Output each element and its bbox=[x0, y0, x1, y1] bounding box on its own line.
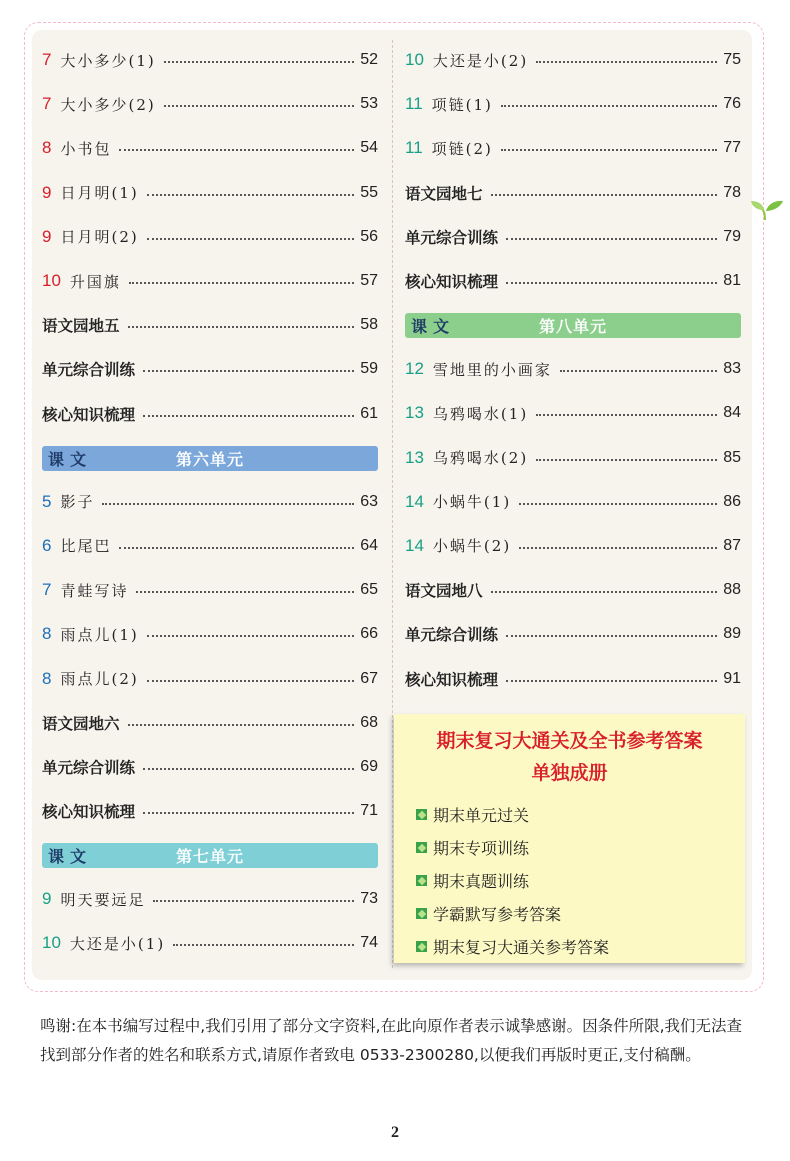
dot-leader bbox=[128, 326, 355, 328]
entry-page-number: 87 bbox=[723, 536, 741, 554]
dot-leader bbox=[506, 635, 717, 637]
unit-header-title: 第七单元 bbox=[176, 847, 245, 867]
toc-entry[interactable] bbox=[405, 524, 741, 568]
dot-leader bbox=[560, 370, 717, 372]
toc-entry[interactable] bbox=[42, 259, 378, 303]
entry-title: 大小多少(2) bbox=[60, 95, 156, 114]
entry-title: 雨点儿(1) bbox=[60, 625, 139, 644]
appendix-item: 期末单元过关 bbox=[416, 798, 745, 831]
diamond-bullet-icon bbox=[416, 875, 427, 886]
acknowledgement-note: 鸣谢:在本书编写过程中,我们引用了部分文字资料,在此向原作者表示诚挚感谢。因条件所限,我们无法查找到部分作者的姓名和联系方式,请原作者致电 0533-2300280,以便我们再版时更正,支付稿酬。 bbox=[40, 1017, 743, 1064]
toc-entry[interactable] bbox=[42, 524, 378, 568]
entry-page-number: 57 bbox=[360, 272, 378, 290]
toc-entry[interactable] bbox=[405, 436, 741, 480]
toc-entry[interactable] bbox=[405, 568, 741, 612]
toc-entry[interactable] bbox=[405, 38, 741, 82]
unit-header bbox=[405, 313, 741, 338]
toc-entry[interactable] bbox=[405, 215, 741, 259]
dot-leader bbox=[119, 149, 354, 151]
appendix-subheading: 单独成册 bbox=[531, 762, 608, 784]
entry-title: 大小多少(1) bbox=[60, 51, 156, 70]
entry-title: 大还是小(1) bbox=[69, 934, 166, 953]
entry-title: 日月明(2) bbox=[60, 228, 139, 247]
toc-entry[interactable] bbox=[42, 171, 378, 215]
lesson-number: 9 bbox=[42, 889, 52, 909]
entry-page-number: 66 bbox=[360, 625, 378, 643]
dot-leader bbox=[147, 194, 354, 196]
entry-page-number: 76 bbox=[723, 95, 741, 113]
entry-title: 语文园地五 bbox=[42, 317, 120, 336]
dot-leader bbox=[506, 238, 717, 240]
entry-page-number: 61 bbox=[360, 404, 378, 422]
entry-page-number: 73 bbox=[360, 890, 378, 908]
entry-page-number: 56 bbox=[360, 227, 378, 245]
dot-leader bbox=[506, 282, 717, 284]
toc-entry[interactable] bbox=[42, 303, 378, 347]
entry-title: 明天要远足 bbox=[60, 890, 146, 909]
entry-title: 比尾巴 bbox=[60, 537, 112, 556]
toc-entry[interactable] bbox=[42, 568, 378, 612]
toc-entry[interactable] bbox=[405, 656, 741, 700]
toc-entry[interactable] bbox=[42, 38, 378, 82]
appendix-item: 期末真题训练 bbox=[416, 864, 745, 897]
toc-entry[interactable] bbox=[42, 656, 378, 700]
toc-entry[interactable] bbox=[42, 392, 378, 436]
lesson-number: 10 bbox=[42, 271, 61, 291]
lesson-number: 11 bbox=[405, 94, 423, 114]
entry-title: 青蛙写诗 bbox=[60, 581, 129, 600]
entry-page-number: 74 bbox=[360, 934, 378, 952]
entry-title: 单元综合训练 bbox=[405, 626, 499, 645]
entry-title: 核心知识梳理 bbox=[42, 405, 136, 424]
dot-leader bbox=[519, 503, 717, 505]
entry-page-number: 75 bbox=[723, 51, 741, 69]
appendix-item: 期末复习大通关参考答案 bbox=[416, 930, 745, 963]
diamond-bullet-icon bbox=[416, 809, 427, 820]
toc-right-column bbox=[405, 38, 741, 701]
dot-leader bbox=[147, 635, 354, 637]
lesson-number: 14 bbox=[405, 535, 424, 555]
entry-page-number: 52 bbox=[360, 51, 378, 69]
entry-title: 项链(1) bbox=[431, 95, 493, 114]
dot-leader bbox=[136, 591, 354, 593]
entry-page-number: 85 bbox=[723, 448, 741, 466]
entry-title: 小蜗牛(2) bbox=[432, 537, 512, 556]
lesson-number: 5 bbox=[42, 491, 52, 511]
dot-leader bbox=[501, 105, 717, 107]
entry-title: 大还是小(2) bbox=[432, 51, 529, 70]
toc-entry[interactable] bbox=[405, 391, 741, 435]
toc-entry[interactable] bbox=[405, 480, 741, 524]
lesson-number: 14 bbox=[405, 491, 424, 511]
dot-leader bbox=[164, 105, 354, 107]
entry-title: 单元综合训练 bbox=[42, 361, 136, 380]
lesson-number: 6 bbox=[42, 535, 52, 555]
entry-page-number: 55 bbox=[360, 183, 378, 201]
lesson-number: 7 bbox=[42, 580, 52, 600]
dot-leader bbox=[536, 61, 717, 63]
dot-leader bbox=[147, 238, 354, 240]
dot-leader bbox=[519, 547, 717, 549]
sprout-icon bbox=[750, 198, 784, 222]
entry-title: 乌鸦喝水(1) bbox=[432, 404, 529, 423]
dot-leader bbox=[147, 680, 354, 682]
entry-title: 语文园地六 bbox=[42, 714, 120, 733]
dot-leader bbox=[143, 370, 354, 372]
entry-title: 语文园地八 bbox=[405, 582, 483, 601]
dot-leader bbox=[506, 680, 717, 682]
entry-page-number: 67 bbox=[360, 669, 378, 687]
entry-title: 小蜗牛(1) bbox=[432, 493, 512, 512]
toc-entry[interactable] bbox=[405, 171, 741, 215]
toc-entry[interactable] bbox=[42, 789, 378, 833]
toc-entry[interactable] bbox=[405, 612, 741, 656]
entry-page-number: 77 bbox=[723, 139, 741, 157]
lesson-number: 11 bbox=[405, 138, 423, 158]
entry-title: 核心知识梳理 bbox=[405, 273, 499, 292]
entry-page-number: 91 bbox=[723, 669, 741, 687]
appendix-heading: 期末复习大通关及全书参考答案 bbox=[436, 730, 703, 752]
entry-title: 雪地里的小画家 bbox=[432, 360, 552, 379]
entry-page-number: 84 bbox=[723, 404, 741, 422]
toc-left-column bbox=[42, 38, 378, 966]
dot-leader bbox=[536, 414, 717, 416]
entry-page-number: 83 bbox=[723, 360, 741, 378]
toc-entry[interactable] bbox=[42, 82, 378, 126]
entry-page-number: 64 bbox=[360, 536, 378, 554]
entry-page-number: 79 bbox=[723, 227, 741, 245]
entry-page-number: 65 bbox=[360, 581, 378, 599]
toc-entry[interactable] bbox=[42, 877, 378, 921]
entry-page-number: 63 bbox=[360, 492, 378, 510]
toc-entry[interactable] bbox=[405, 259, 741, 303]
dot-leader bbox=[501, 149, 717, 151]
toc-entry[interactable] bbox=[42, 480, 378, 524]
lesson-number: 8 bbox=[42, 624, 52, 644]
dot-leader bbox=[143, 415, 354, 417]
entry-title: 小书包 bbox=[60, 139, 112, 158]
unit-header-label: 课文 bbox=[48, 847, 93, 867]
dot-leader bbox=[128, 724, 355, 726]
toc-entry[interactable] bbox=[42, 612, 378, 656]
lesson-number: 13 bbox=[405, 447, 424, 467]
appendix-box bbox=[394, 714, 745, 963]
dot-leader bbox=[102, 503, 354, 505]
dot-leader bbox=[153, 900, 354, 902]
unit-header-label: 课文 bbox=[48, 449, 93, 469]
unit-header bbox=[42, 446, 378, 471]
toc-entry[interactable] bbox=[405, 347, 741, 391]
toc-entry[interactable] bbox=[405, 126, 741, 170]
entry-page-number: 86 bbox=[723, 492, 741, 510]
lesson-number: 13 bbox=[405, 403, 424, 423]
dot-leader bbox=[491, 194, 718, 196]
unit-header-label: 课文 bbox=[411, 317, 456, 337]
toc-entry[interactable] bbox=[42, 921, 378, 965]
entry-title: 单元综合训练 bbox=[405, 228, 499, 247]
diamond-bullet-icon bbox=[416, 941, 427, 952]
entry-page-number: 68 bbox=[360, 713, 378, 731]
dot-leader bbox=[491, 591, 718, 593]
lesson-number: 7 bbox=[42, 94, 52, 114]
unit-header-title: 第八单元 bbox=[539, 317, 608, 337]
appendix-list bbox=[416, 798, 745, 963]
page-number: 2 bbox=[391, 1124, 399, 1141]
entry-title: 雨点儿(2) bbox=[60, 670, 139, 689]
lesson-number: 10 bbox=[405, 50, 424, 70]
lesson-number: 7 bbox=[42, 50, 52, 70]
toc-entry[interactable] bbox=[42, 701, 378, 745]
entry-title: 单元综合训练 bbox=[42, 758, 136, 777]
entry-title: 乌鸦喝水(2) bbox=[432, 449, 529, 468]
dot-leader bbox=[173, 944, 354, 946]
lesson-number: 9 bbox=[42, 182, 52, 202]
entry-title: 日月明(1) bbox=[60, 184, 139, 203]
entry-page-number: 71 bbox=[360, 802, 378, 820]
lesson-number: 8 bbox=[42, 138, 52, 158]
entry-page-number: 81 bbox=[723, 272, 741, 290]
lesson-number: 9 bbox=[42, 226, 52, 246]
appendix-item: 期末专项训练 bbox=[416, 831, 745, 864]
entry-title: 升国旗 bbox=[69, 272, 121, 291]
entry-title: 语文园地七 bbox=[405, 184, 483, 203]
unit-header bbox=[42, 843, 378, 868]
toc-entry[interactable] bbox=[42, 215, 378, 259]
entry-title: 核心知识梳理 bbox=[405, 670, 499, 689]
entry-title: 项链(2) bbox=[431, 139, 493, 158]
lesson-number: 8 bbox=[42, 668, 52, 688]
dot-leader bbox=[536, 459, 717, 461]
dot-leader bbox=[129, 282, 354, 284]
column-divider bbox=[392, 40, 393, 968]
entry-page-number: 69 bbox=[360, 757, 378, 775]
entry-page-number: 58 bbox=[360, 316, 378, 334]
entry-page-number: 53 bbox=[360, 95, 378, 113]
entry-page-number: 88 bbox=[723, 581, 741, 599]
lesson-number: 10 bbox=[42, 933, 61, 953]
diamond-bullet-icon bbox=[416, 908, 427, 919]
dot-leader bbox=[164, 61, 354, 63]
toc-entry[interactable] bbox=[405, 82, 741, 126]
dot-leader bbox=[143, 812, 354, 814]
entry-page-number: 59 bbox=[360, 360, 378, 378]
entry-page-number: 54 bbox=[360, 139, 378, 157]
entry-page-number: 89 bbox=[723, 625, 741, 643]
lesson-number: 12 bbox=[405, 359, 424, 379]
entry-page-number: 78 bbox=[723, 183, 741, 201]
dot-leader bbox=[143, 768, 354, 770]
entry-title: 核心知识梳理 bbox=[42, 803, 136, 822]
toc-entry[interactable] bbox=[42, 347, 378, 391]
toc-entry[interactable] bbox=[42, 745, 378, 789]
diamond-bullet-icon bbox=[416, 842, 427, 853]
entry-title: 影子 bbox=[60, 493, 95, 512]
toc-entry[interactable] bbox=[42, 126, 378, 170]
unit-header-title: 第六单元 bbox=[176, 449, 245, 469]
dot-leader bbox=[119, 547, 354, 549]
appendix-item: 学霸默写参考答案 bbox=[416, 897, 745, 930]
